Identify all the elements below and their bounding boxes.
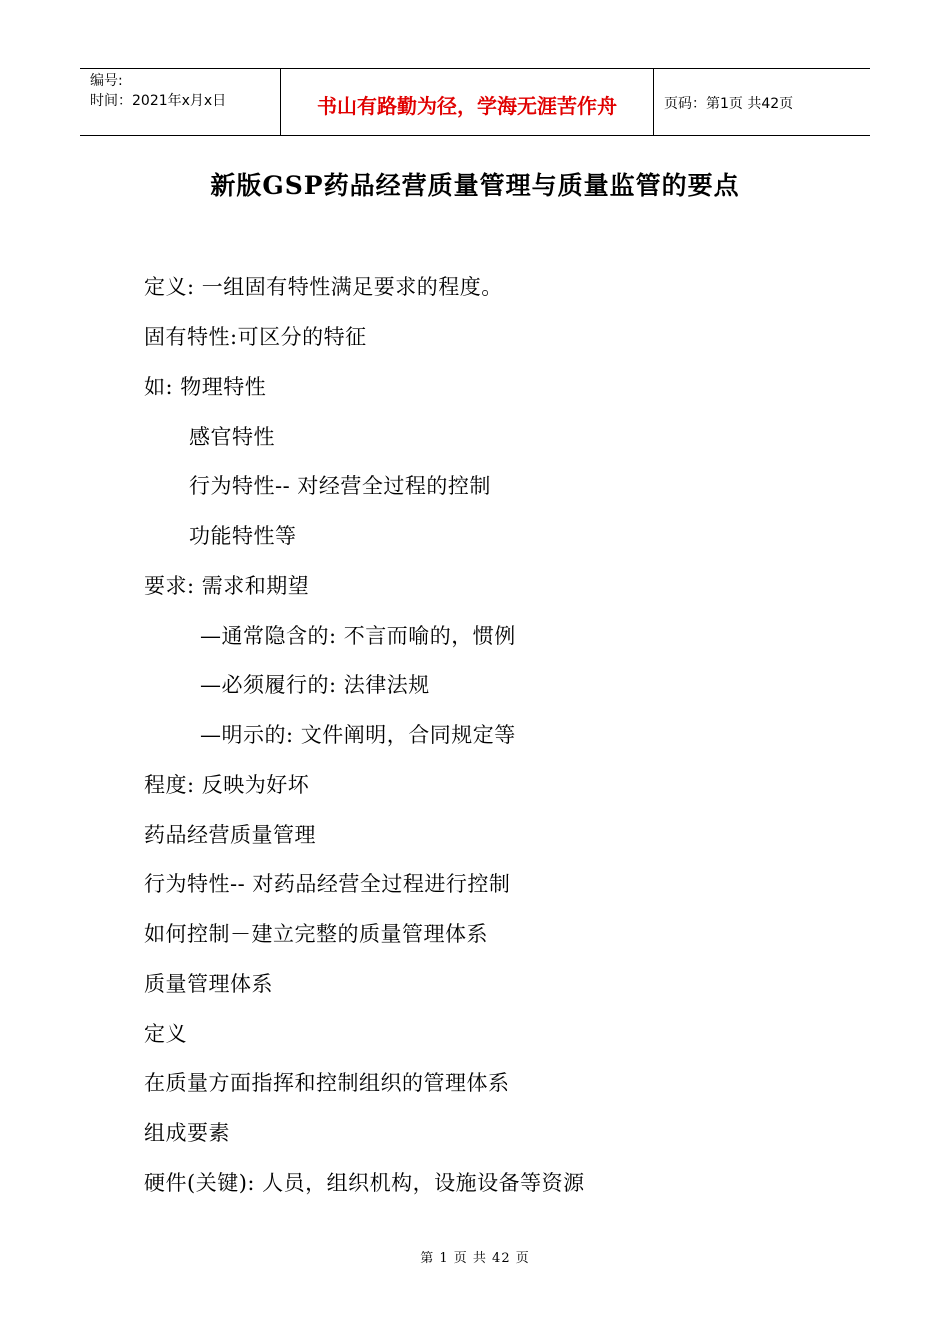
body-line: 如何控制－建立完整的质量管理体系 — [144, 922, 488, 946]
body-line: —明示的: 文件阐明，合同规定等 — [200, 723, 516, 747]
body-line: 药品经营质量管理 — [144, 823, 316, 847]
number-label: 编号: — [90, 73, 123, 89]
page-footer: 第 1 页 共 42 页 — [420, 1251, 530, 1266]
body-line: 如: 物理特性 — [144, 375, 267, 399]
body-line: —通常隐含的: 不言而喻的，惯例 — [200, 624, 516, 648]
body-line: 功能特性等 — [189, 524, 297, 548]
time-label: 时间：2021年x月x日 — [90, 93, 227, 109]
body-line: 要求: 需求和期望 — [144, 574, 310, 598]
body-line: 在质量方面指挥和控制组织的管理体系 — [144, 1071, 510, 1095]
document-header — [80, 68, 870, 136]
body-line: 定义: 一组固有特性满足要求的程度。 — [144, 275, 503, 299]
header-motto: 书山有路勤为径，学海无涯苦作舟 — [281, 69, 654, 135]
body-line: 组成要素 — [144, 1121, 230, 1145]
body-line: 定义 — [144, 1022, 187, 1046]
body-line: —必须履行的: 法律法规 — [200, 673, 430, 697]
header-meta — [80, 69, 281, 135]
document-title: 新版GSP药品经营质量管理与质量监管的要点 — [210, 171, 740, 200]
body-line: 行为特性-- 对经营全过程的控制 — [189, 474, 491, 498]
body-line: 质量管理体系 — [144, 972, 273, 996]
body-line: 硬件(关键): 人员，组织机构，设施设备等资源 — [144, 1171, 585, 1195]
body-line: 固有特性:可区分的特征 — [144, 325, 367, 349]
body-line: 程度: 反映为好坏 — [144, 773, 310, 797]
body-line: 感官特性 — [189, 425, 275, 449]
header-page-label: 页码：第1页 共42页 — [664, 96, 794, 112]
body-line: 行为特性-- 对药品经营全过程进行控制 — [144, 872, 511, 896]
